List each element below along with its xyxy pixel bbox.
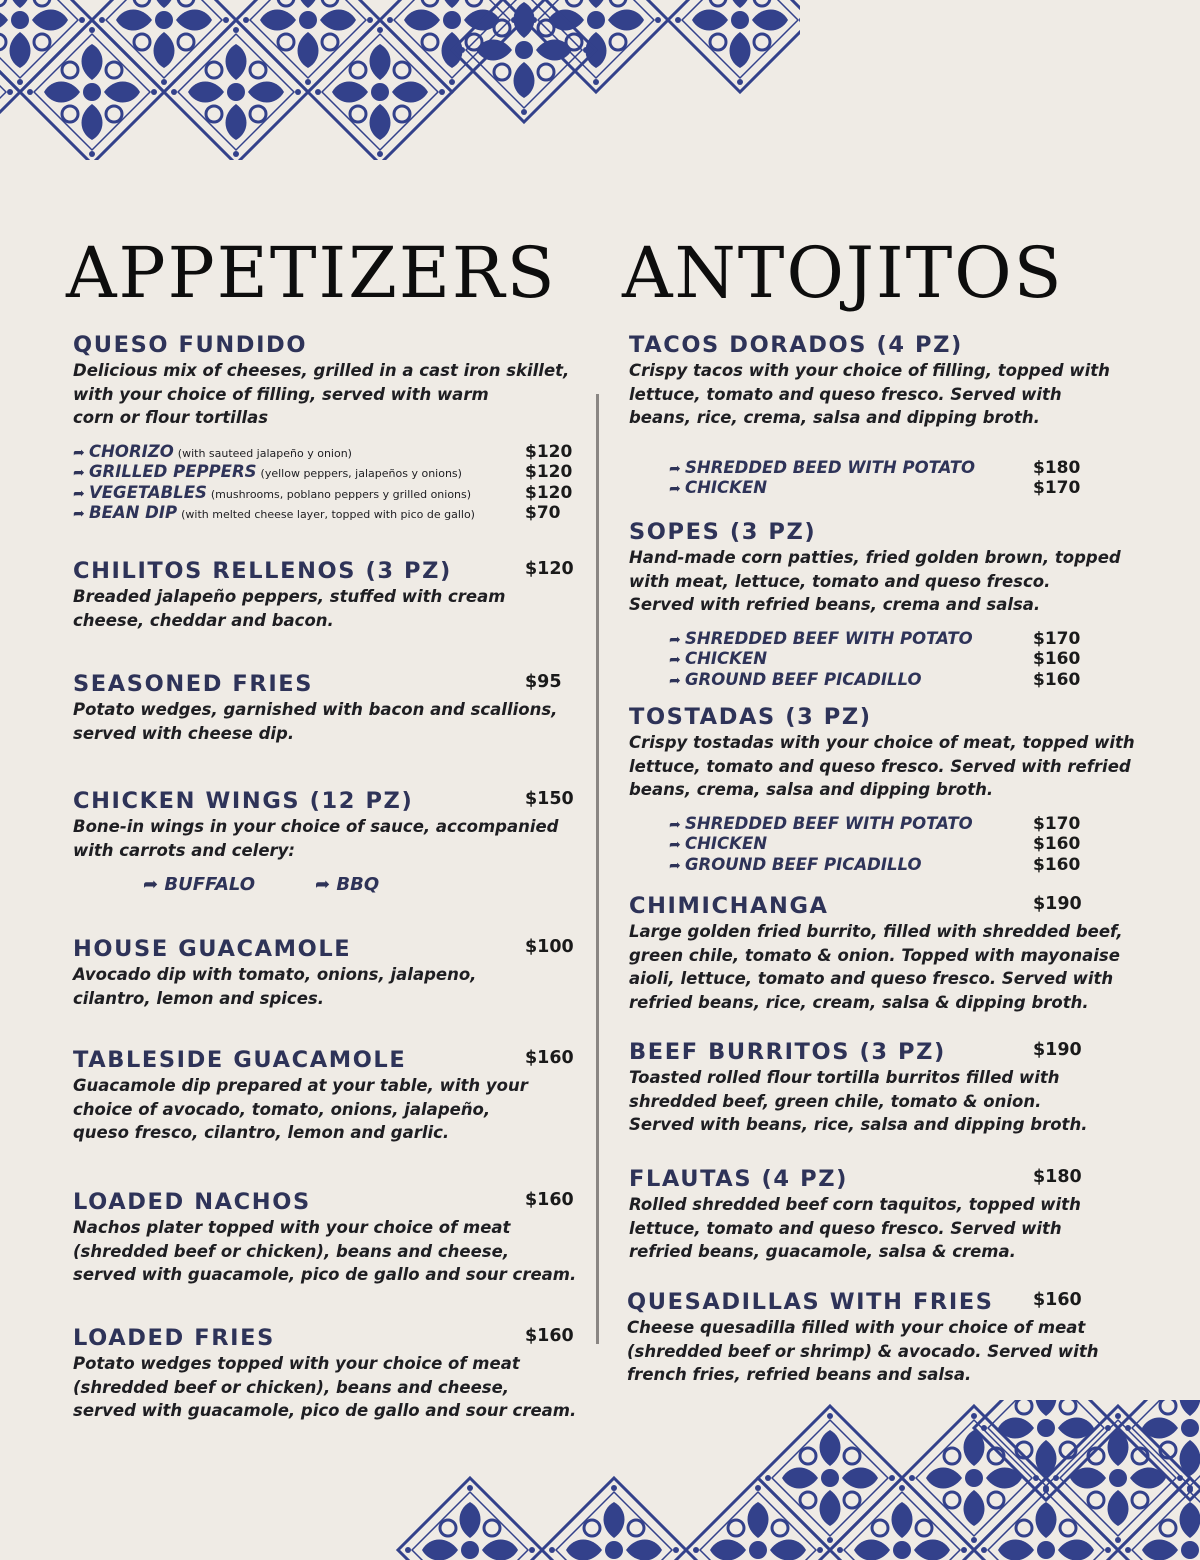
menu-item: [73, 1324, 583, 1423]
antojitos-heading: ANTOJITOS: [622, 232, 1064, 314]
option-price: $160: [1033, 649, 1081, 669]
option-item: ➦ CHORIZO (with sauteed jalapeño y onion) $120: [73, 441, 573, 462]
arrow-right-icon: ➦: [143, 874, 165, 895]
arrow-right-icon: ➦: [669, 857, 681, 874]
item-name: QUESADILLAS WITH FRIES: [627, 1289, 994, 1315]
arrow-right-icon: ➦: [315, 874, 337, 895]
option-price: $170: [1033, 628, 1081, 649]
item-description: Potato wedges, garnished with bacon and scallions, served with cheese dip.: [73, 700, 558, 743]
item-description: Delicious mix of cheeses, grilled in a cast iron skillet, with your choice of filling, served with warm corn or flour tortillas: [73, 361, 570, 427]
arrow-right-icon: ➦: [669, 631, 681, 648]
option-item: ➦ SHREDDED BEEF WITH POTATO $170: [669, 628, 1081, 649]
item-price: $160: [1033, 1290, 1082, 1310]
option-list: [669, 814, 1149, 876]
menu-item: [629, 518, 1149, 690]
option-price: $160: [1033, 834, 1081, 854]
option-price: $160: [1033, 669, 1081, 690]
option-item: ➦ SHREDDED BEEF WITH POTATO $170: [669, 813, 1081, 834]
item-price: $120: [525, 559, 574, 579]
item-price: $160: [525, 1190, 574, 1210]
decorative-tile-border-top: [0, 0, 800, 160]
item-price: $100: [525, 937, 574, 957]
item-price: $150: [525, 789, 574, 809]
arrow-right-icon: ➦: [73, 444, 85, 461]
menu-item: [73, 670, 583, 745]
option-price: $120: [525, 482, 573, 503]
item-name: TABLESIDE GUACAMOLE: [73, 1047, 407, 1073]
option-price: $70: [525, 503, 561, 523]
item-description: Nachos plater topped with your choice of meat (shredded beef or chicken), beans and cheese, served with guacamole, pico de gallo and sour cream.: [73, 1218, 577, 1284]
item-description: Bone-in wings in your choice of sauce, accompanied with carrots and celery:: [73, 817, 559, 860]
arrow-right-icon: ➦: [73, 465, 85, 481]
item-name: SEASONED FRIES: [73, 671, 314, 697]
appetizers-heading: APPETIZERS: [66, 232, 557, 314]
item-name: QUESO FUNDIDO: [73, 332, 308, 358]
menu-item: [73, 557, 583, 632]
item-name: LOADED NACHOS: [73, 1189, 311, 1215]
sauce-choices: [143, 874, 583, 900]
talavera-tile-pattern: [390, 1400, 1200, 1560]
item-name: TACOS DORADOS (4 PZ): [629, 332, 963, 358]
item-name: BEEF BURRITOS (3 PZ): [629, 1039, 946, 1065]
arrow-right-icon: ➦: [669, 652, 681, 668]
menu-item: [629, 892, 1149, 1014]
menu-item: [73, 331, 583, 524]
option-item: ➦ CHICKEN $170: [669, 478, 1081, 498]
item-name: CHILITOS RELLENOS (3 PZ): [73, 558, 452, 584]
item-price: $190: [1033, 894, 1082, 914]
item-description: Crispy tostadas with your choice of meat, topped with lettuce, tomato and queso fresco. Served with refried beans, crema, salsa and dipping broth.: [629, 733, 1135, 799]
talavera-tile-pattern: [0, 0, 800, 160]
option-item: ➦ SHREDDED BEED WITH POTATO $180: [669, 457, 1081, 478]
option-list: [669, 458, 1149, 499]
item-description: Avocado dip with tomato, onions, jalapeno, cilantro, lemon and spices.: [73, 965, 477, 1008]
menu-item: [73, 1188, 583, 1287]
menu-item: [627, 1288, 1147, 1387]
option-price: $120: [525, 441, 573, 462]
item-description: Breaded jalapeño peppers, stuffed with cream cheese, cheddar and bacon.: [73, 587, 506, 630]
option-item: ➦ CHICKEN $160: [669, 834, 1081, 854]
item-description: Large golden fried burrito, filled with shredded beef, green chile, tomato & onion. Topped with mayonaise aioli, lettuce, tomato and queso fresco. Served with refried beans, rice, cream, salsa & dipping broth.: [629, 922, 1123, 1012]
option-item: ➦ GRILLED PEPPERS (yellow peppers, jalapeños y onions) $120: [73, 462, 573, 482]
item-name: CHICKEN WINGS (12 PZ): [73, 788, 414, 814]
menu-item: [629, 1038, 1149, 1137]
option-item: ➦ GROUND BEEF PICADILLO $160: [669, 669, 1081, 690]
arrow-right-icon: ➦: [73, 506, 85, 522]
menu-item: [73, 1046, 583, 1145]
item-description: Guacamole dip prepared at your table, with your choice of avocado, tomato, onions, jalapeño, queso fresco, cilantro, lemon and garlic.: [73, 1076, 528, 1142]
option-item: ➦ CHICKEN $160: [669, 649, 1081, 669]
option-price: $170: [1033, 478, 1081, 498]
option-item: ➦ VEGETABLES (mushrooms, poblano peppers y grilled onions) $120: [73, 482, 573, 503]
item-name: LOADED FRIES: [73, 1325, 275, 1351]
menu-item: [73, 787, 583, 900]
menu-item: [73, 935, 583, 1010]
item-name: TOSTADAS (3 PZ): [629, 704, 872, 730]
arrow-right-icon: ➦: [669, 460, 681, 477]
arrow-right-icon: ➦: [669, 837, 681, 853]
item-price: $160: [525, 1048, 574, 1068]
arrow-right-icon: ➦: [669, 816, 681, 833]
option-price: $170: [1033, 813, 1081, 834]
option-item: ➦ BEAN DIP (with melted cheese layer, topped with pico de gallo) $70: [73, 503, 561, 523]
decorative-tile-border-bottom: [390, 1400, 1200, 1560]
item-name: FLAUTAS (4 PZ): [629, 1166, 849, 1192]
item-price: $95: [525, 672, 562, 692]
item-description: Toasted rolled flour tortilla burritos filled with shredded beef, green chile, tomato & onion. Served with beans, rice, salsa and dipping broth.: [629, 1068, 1088, 1134]
item-description: Hand-made corn patties, fried golden brown, topped with meat, lettuce, tomato and queso fresco. Served with refried beans, crema and salsa.: [629, 548, 1121, 614]
menu-item: [629, 1165, 1149, 1264]
item-name: CHIMICHANGA: [629, 893, 829, 919]
item-description: Crispy tacos with your choice of filling, topped with lettuce, tomato and queso fresco. Served with beans, rice, crema, salsa and dipping broth.: [629, 361, 1110, 427]
menu-item: [629, 703, 1149, 875]
arrow-right-icon: ➦: [669, 481, 681, 497]
option-price: $160: [1033, 854, 1081, 875]
option-price: $180: [1033, 457, 1081, 478]
item-description: Rolled shredded beef corn taquitos, topped with lettuce, tomato and queso fresco. Served with refried beans, guacamole, salsa & crema.: [629, 1195, 1081, 1261]
item-price: $180: [1033, 1167, 1082, 1187]
item-name: HOUSE GUACAMOLE: [73, 936, 352, 962]
choice-item: ➦ BBQ: [315, 874, 380, 895]
option-list: [669, 629, 1149, 691]
option-price: $120: [525, 462, 573, 482]
menu-item: [629, 331, 1149, 499]
item-name: SOPES (3 PZ): [629, 519, 817, 545]
option-list: [73, 442, 583, 524]
option-item: ➦ GROUND BEEF PICADILLO $160: [669, 854, 1081, 875]
item-description: Cheese quesadilla filled with your choice of meat (shredded beef or shrimp) & avocado. Served with french fries, refried beans and salsa.: [627, 1318, 1099, 1384]
column-divider: [596, 394, 599, 1344]
item-description: Potato wedges topped with your choice of meat (shredded beef or chicken), beans and cheese, served with guacamole, pico de gallo and sour cream.: [73, 1354, 577, 1420]
item-price: $190: [1033, 1040, 1082, 1060]
arrow-right-icon: ➦: [73, 485, 85, 502]
arrow-right-icon: ➦: [669, 672, 681, 689]
item-price: $160: [525, 1326, 574, 1346]
choice-item: ➦ BUFFALO: [143, 874, 256, 895]
